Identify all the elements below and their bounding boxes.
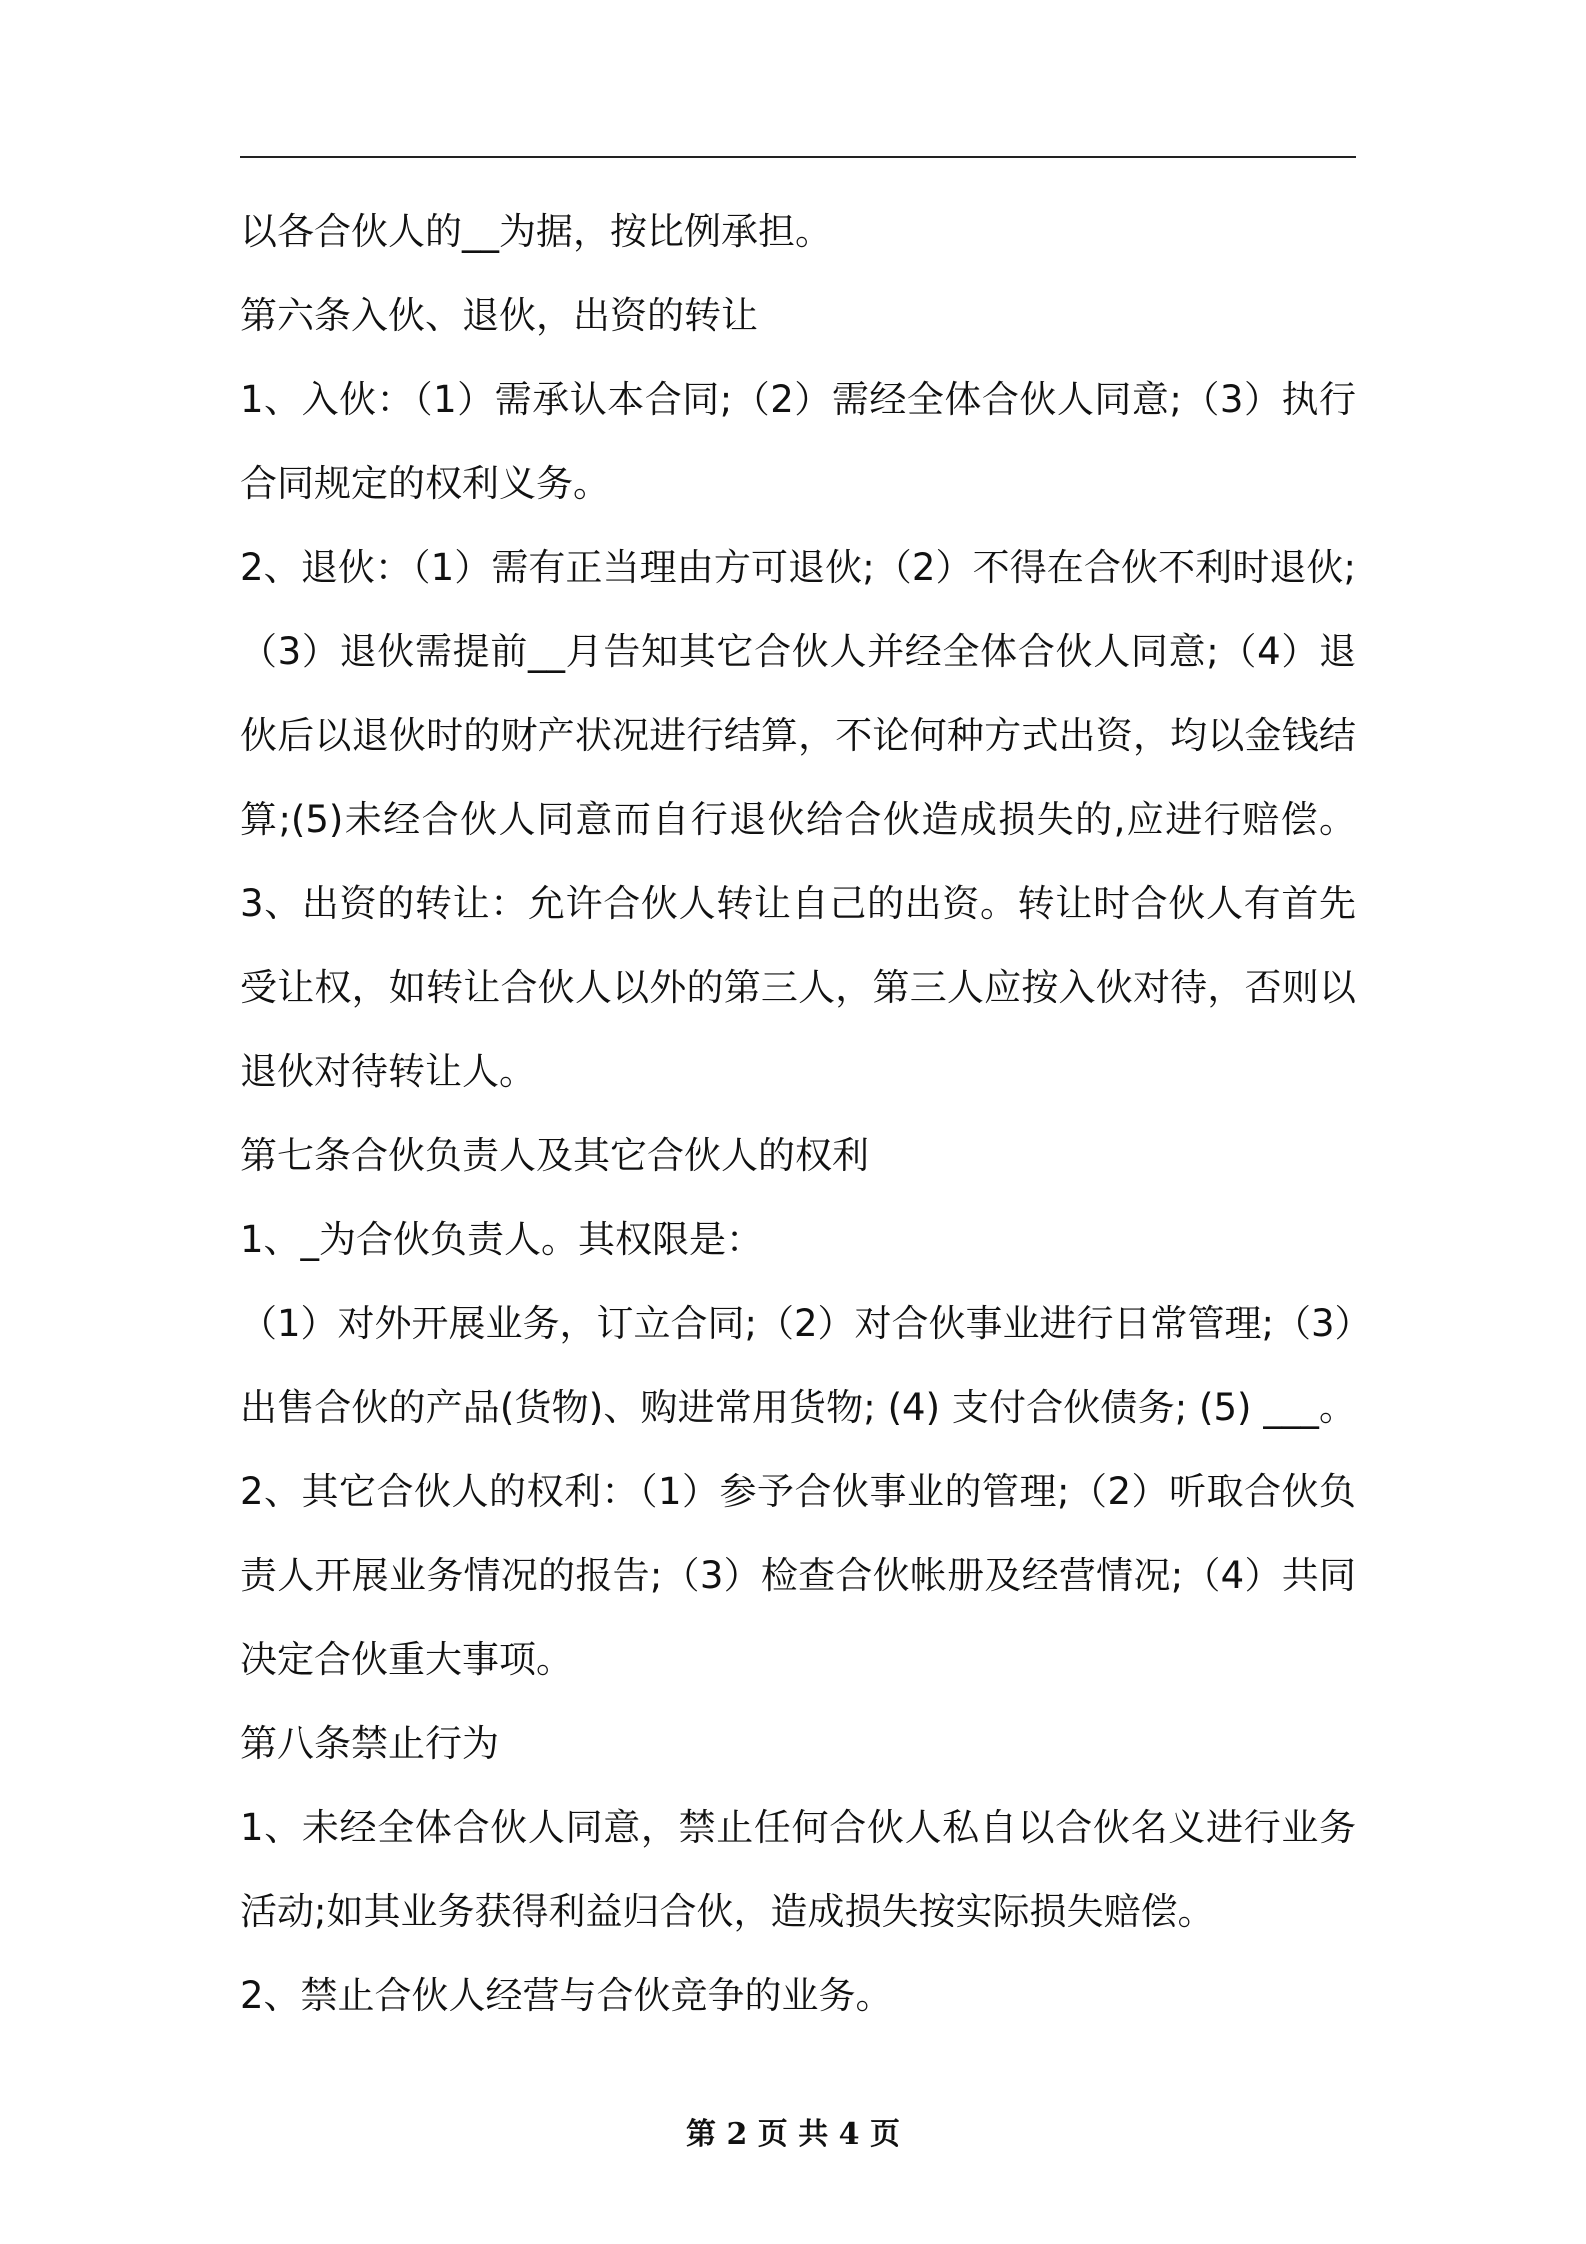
text-line: 3、出资的转让：允许合伙人转让自己的出资。转让时合伙人有首先 bbox=[240, 882, 1356, 925]
text-line: 责人开展业务情况的报告;（3）检查合伙帐册及经营情况;（4）共同 bbox=[240, 1554, 1356, 1597]
text-line: 活动;如其业务获得利益归合伙，造成损失按实际损失赔偿。 bbox=[240, 1890, 1215, 1933]
text-line: 算;(5)未经合伙人同意而自行退伙给合伙造成损失的,应进行赔偿。 bbox=[240, 798, 1356, 841]
text-line: 伙后以退伙时的财产状况进行结算，不论何种方式出资，均以金钱结 bbox=[240, 714, 1356, 757]
text-line: 受让权，如转让合伙人以外的第三人，第三人应按入伙对待，否则以 bbox=[240, 966, 1356, 1009]
section-heading: 第八条禁止行为 bbox=[240, 1722, 499, 1765]
text-line: 1、_为合伙负责人。其权限是： bbox=[240, 1218, 764, 1261]
section-heading: 第七条合伙负责人及其它合伙人的权利 bbox=[240, 1134, 869, 1177]
text-line: 2、退伙：（1）需有正当理由方可退伙;（2）不得在合伙不利时退伙; bbox=[240, 546, 1356, 589]
header-rule bbox=[240, 156, 1356, 158]
text-line: 2、其它合伙人的权利：（1）参予合伙事业的管理;（2）听取合伙负 bbox=[240, 1470, 1356, 1513]
text-line: （1）对外开展业务，订立合同;（2）对合伙事业进行日常管理;（3） bbox=[240, 1302, 1372, 1345]
text-line: 2、禁止合伙人经营与合伙竞争的业务。 bbox=[240, 1974, 893, 2017]
document-body bbox=[240, 190, 1372, 2038]
text-line: 以各合伙人的__为据，按比例承担。 bbox=[240, 210, 832, 253]
section-heading: 第六条入伙、退伙，出资的转让 bbox=[240, 294, 758, 337]
text-line: 合同规定的权利义务。 bbox=[240, 462, 610, 505]
text-line: （3）退伙需提前__月告知其它合伙人并经全体合伙人同意;（4）退 bbox=[240, 630, 1356, 673]
page-number-footer: 第 2 页 共 4 页 bbox=[686, 2117, 900, 2152]
text-line: 出售合伙的产品(货物)、购进常用货物; (4) 支付合伙债务; (5) ___。 bbox=[240, 1386, 1356, 1429]
text-line: 退伙对待转让人。 bbox=[240, 1050, 536, 1093]
text-line: 1、未经全体合伙人同意，禁止任何合伙人私自以合伙名义进行业务 bbox=[240, 1806, 1356, 1849]
text-line: 决定合伙重大事项。 bbox=[240, 1638, 573, 1681]
text-line: 1、入伙：（1）需承认本合同;（2）需经全体合伙人同意;（3）执行 bbox=[240, 378, 1356, 421]
